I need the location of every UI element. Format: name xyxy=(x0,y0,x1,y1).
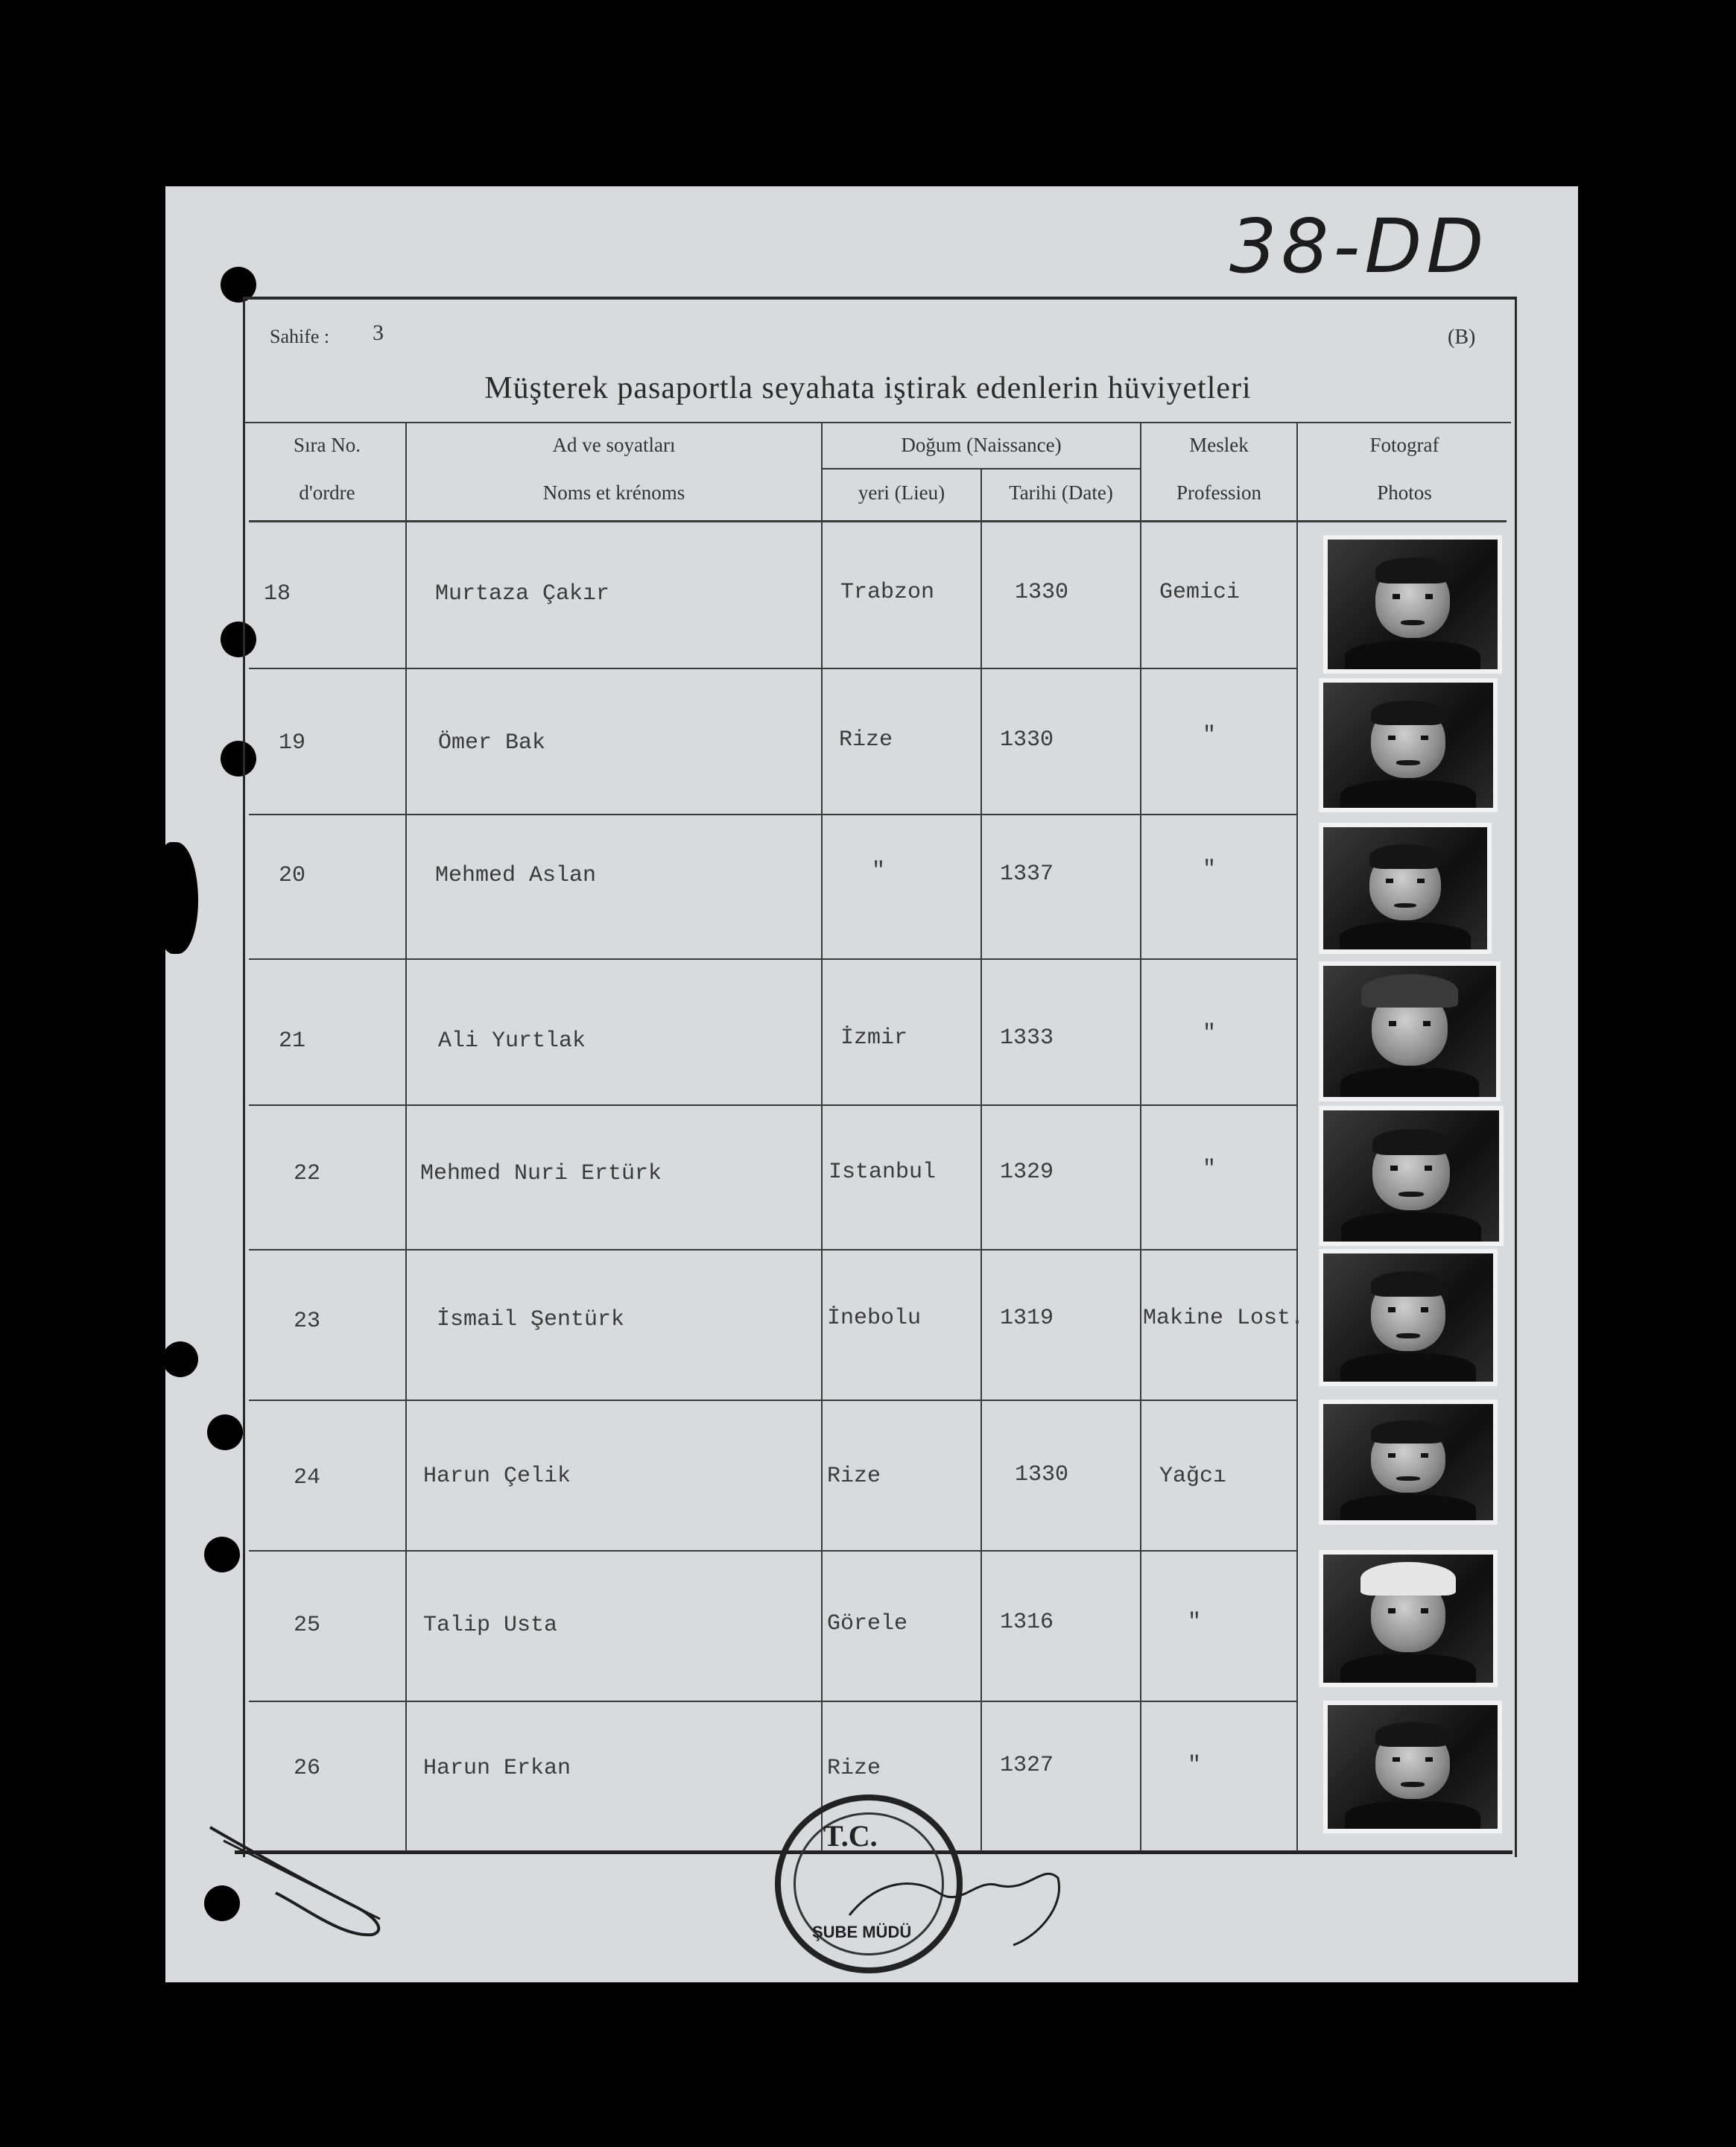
row-name: Murtaza Çakır xyxy=(435,581,610,607)
header-sira-no: Sıra No. xyxy=(294,434,361,456)
row-number: 19 xyxy=(279,730,306,756)
row-number: 23 xyxy=(294,1309,321,1334)
row-birth-date: 1316 xyxy=(1000,1610,1054,1635)
row-number: 21 xyxy=(279,1028,306,1054)
header-dordre: d'ordre xyxy=(299,481,355,504)
row-name: Mehmed Nuri Ertürk xyxy=(420,1161,662,1186)
row-birth-date: 1330 xyxy=(1015,1462,1069,1487)
row-profession: " xyxy=(1203,857,1217,882)
header-fotograf: Fotograf xyxy=(1369,434,1439,456)
row-profession: Yağcı xyxy=(1159,1464,1227,1489)
row-number: 18 xyxy=(264,581,291,607)
row-profession: " xyxy=(1203,1157,1217,1182)
header-tarihi: Tarihi (Date) xyxy=(1009,481,1113,504)
row-number: 25 xyxy=(294,1613,321,1638)
row-birth-place: Rize xyxy=(827,1756,881,1781)
row-birth-place: Trabzon xyxy=(840,580,935,605)
row-birth-place: " xyxy=(872,859,886,884)
row-name: Ömer Bak xyxy=(438,730,546,756)
row-birth-place: İnebolu xyxy=(827,1306,922,1331)
row-profession: " xyxy=(1203,1021,1217,1046)
row-birth-date: 1329 xyxy=(1000,1160,1054,1185)
header-profession: Profession xyxy=(1176,481,1261,504)
row-name: Mehmed Aslan xyxy=(435,863,597,888)
header-photos: Photos xyxy=(1377,481,1432,504)
row-birth-date: 1327 xyxy=(1000,1753,1054,1778)
row-birth-place: Rize xyxy=(827,1464,881,1489)
row-profession: " xyxy=(1203,723,1217,748)
row-name: Ali Yurtlak xyxy=(438,1028,586,1054)
row-birth-date: 1330 xyxy=(1000,727,1054,753)
header-dogum: Doğum (Naissance) xyxy=(901,434,1062,456)
row-birth-place: Görele xyxy=(827,1611,908,1637)
row-birth-place: Istanbul xyxy=(829,1160,937,1185)
handwritten-reference: 38-DD xyxy=(1229,203,1489,290)
row-profession: Gemici xyxy=(1159,580,1241,605)
row-birth-place: İzmir xyxy=(840,1025,908,1051)
row-birth-date: 1319 xyxy=(1000,1306,1054,1331)
row-birth-place: Rize xyxy=(839,727,893,753)
row-number: 22 xyxy=(294,1161,321,1186)
row-profession: " xyxy=(1188,1753,1202,1778)
row-birth-date: 1337 xyxy=(1000,861,1054,887)
row-number: 24 xyxy=(294,1465,321,1490)
row-name: Talip Usta xyxy=(423,1613,558,1638)
row-birth-date: 1330 xyxy=(1015,580,1069,605)
header-meslek: Meslek xyxy=(1189,434,1249,456)
row-number: 20 xyxy=(279,863,306,888)
page-number: 3 xyxy=(373,320,384,345)
row-birth-date: 1333 xyxy=(1000,1025,1054,1051)
stamp-bottom-text: ŞUBE MÜDÜ xyxy=(812,1923,912,1941)
page-label: Sahife : xyxy=(270,326,330,347)
row-profession: " xyxy=(1188,1610,1202,1635)
header-ad-soyad: Ad ve soyatları xyxy=(552,434,676,456)
row-profession: Makine Lost. xyxy=(1143,1306,1305,1331)
header-noms: Noms et krénoms xyxy=(542,481,685,504)
form-code: (B) xyxy=(1448,326,1476,349)
header-yeri: yeri (Lieu) xyxy=(858,481,945,504)
row-name: Harun Çelik xyxy=(423,1464,571,1489)
row-name: İsmail Şentürk xyxy=(437,1307,625,1332)
stamp-top-text: T.C. xyxy=(823,1819,878,1853)
row-name: Harun Erkan xyxy=(423,1756,571,1781)
row-number: 26 xyxy=(294,1756,321,1781)
form-title: Müşterek pasaportla seyahata iştirak edenlerin hüviyetleri xyxy=(484,371,1252,405)
